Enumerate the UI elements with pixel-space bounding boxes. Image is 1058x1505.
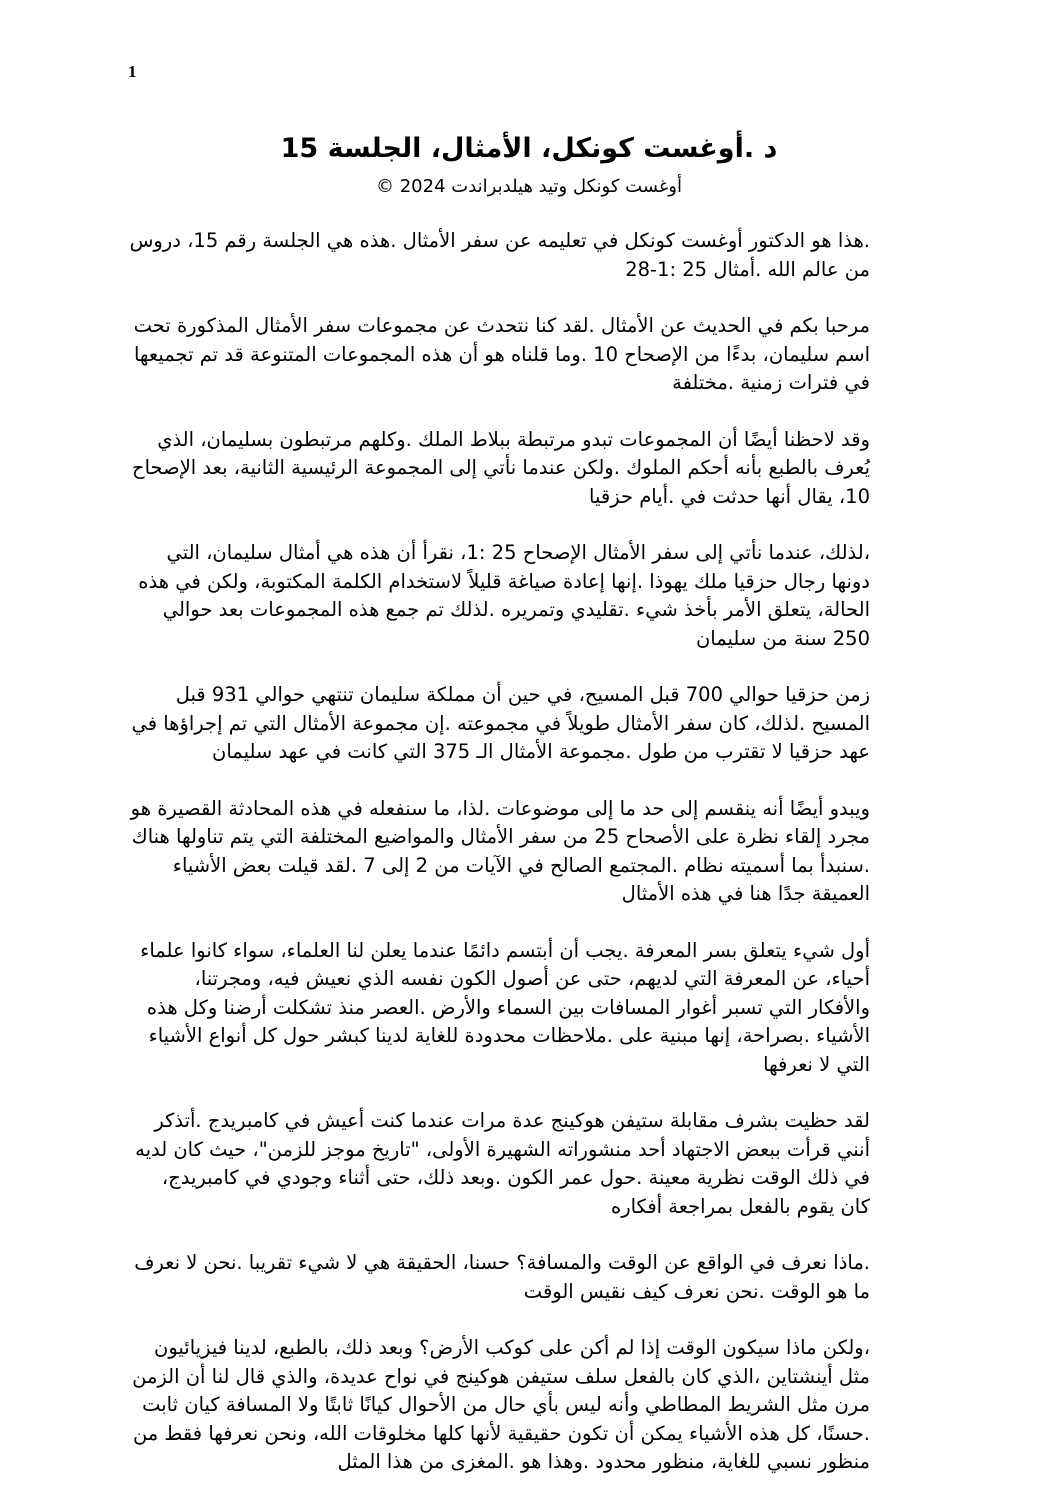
paragraph: ،لذلك، عندما نأتي إلى سفر الأمثال الإصحاح 25 :1، نقرأ أن هذه هي أمثال سليمان، التي دونها رجال حزقيا ملك يهوذا .إنها إعادة صياغة قليلاً لاستخدام الكلمة المكتوبة، ولكن في هذه الحالة، يتعلق الأمر بأخذ شيء .تقليدي وتمريره .لذلك تم جمع هذه المجموعات بعد حوالي 250 سنة من سليمان bbox=[138, 541, 870, 650]
paragraph: .ماذا نعرف في الواقع عن الوقت والمسافة؟ حسنا، الحقيقة هي لا شيء تقريبا .نحن لا نعرف ما هو الوقت .نحن نعرف كيف نقيس الوقت bbox=[134, 1251, 870, 1303]
paragraph: .هذا هو الدكتور أوغست كونكل في تعليمه عن سفر الأمثال .هذه هي الجلسة رقم 15، دروس من عالم الله .أمثال 25 :1-28 bbox=[129, 229, 870, 281]
paragraph: ويبدو أيضًا أنه ينقسم إلى حد ما إلى موضوعات .لذا، ما سنفعله في هذه المحادثة القصيرة هو مجرد إلقاء نظرة على الأصحاح 25 من سفر الأمثال والمواضيع المختلفة التي يتم تناولها هناك .سنبدأ بما أسميته نظام .المجتمع الصالح في الآيات من 2 إلى 7 .لقد قيلت بعض الأشياء العميقة جدًا هنا في هذه الأمثال bbox=[130, 796, 870, 905]
paragraph: ،ولكن ماذا سيكون الوقت إذا لم أكن على كوكب الأرض؟ وبعد ذلك، بالطبع، لدينا فيزيائيون مثل أينشتاين ،الذي كان بالفعل سلف ستيفن هوكينج في نواح عديدة، والذي قال لنا أن الزمن مرن مثل الشريط المطاطي وأنه ليس بأي حال من الأحوال كيانًا ثابتًا ولا المسافة كيان ثابت .حسنًا، كل هذه الأشياء يمكن أن تكون حقيقية لأنها كلها مخلوقات الله، ونحن نعرفها فقط من منظور نسبي للغاية، منظور محدود .وهذا هو .المغزى من هذا المثل bbox=[132, 1336, 870, 1473]
document-title: د .أوغست كونكل، الأمثال، الجلسة 15 bbox=[280, 133, 778, 164]
paragraph: أول شيء يتعلق بسر المعرفة .يجب أن أبتسم دائمًا عندما يعلن لنا العلماء، سواء كانوا علماء أحياء، عن المعرفة التي لديهم، حتى عن أصول الكون نفسه الذي نعيش فيه، ومجرتنا، والأفكار التي تسبر أغوار المسافات بين السماء والأرض .العصر منذ تشكلت أرضنا وكل هذه الأشياء .بصراحة، إنها مبنية على .ملاحظات محدودة للغاية لدينا كبشر حول كل أنواع الأشياء التي لا نعرفها bbox=[140, 938, 870, 1076]
page-number: 1 bbox=[128, 62, 137, 81]
paragraph: زمن حزقيا حوالي 700 قبل المسيح، في حين أن مملكة سليمان تنتهي حوالي 931 قبل المسيح .لذلك، كان سفر الأمثال طويلاً في مجموعته .إن مجموعة الأمثال التي تم إجراؤها في عهد حزقيا لا تقترب من طول .مجموعة الأمثال الـ 375 التي كانت في عهد سليمان bbox=[131, 683, 870, 763]
paragraph: وقد لاحظنا أيضًا أن المجموعات تبدو مرتبطة ببلاط الملك .وكلهم مرتبطون بسليمان، الذي يُعرف بالطبع بأنه أحكم الملوك .ولكن عندما نأتي إلى المجموعة الرئيسية الثانية، بعد الإصحاح 10، يقال أنها حدثت في .أيام حزقيا bbox=[132, 427, 870, 508]
document-subtitle: أوغست كونكل وتيد هيلدبراندت 2024 © bbox=[376, 176, 682, 197]
paragraph: لقد حظيت بشرف مقابلة ستيفن هوكينج عدة مرات عندما كنت أعيش في كامبريدج .أتذكر أنني قرأت ببعض الاجتهاد أحد منشوراته الشهيرة الأولى، "تاريخ موجز للزمن"، حيث كان لديه في ذلك الوقت نظرية معينة .حول عمر الكون .وبعد ذلك، حتى أثناء وجودي في كامبريدج، كان يقوم بالفعل بمراجعة أفكاره bbox=[135, 1109, 870, 1218]
paragraph: مرحبا بكم في الحديث عن الأمثال .لقد كنا نتحدث عن مجموعات سفر الأمثال المذكورة تحت اسم سليمان، بدءًا من الإصحاح 10 .وما قلناه هو أن هذه المجموعات المتنوعة قد تم تجميعها في فترات زمنية .مختلفة bbox=[133, 314, 870, 394]
document-body bbox=[128, 227, 870, 1505]
